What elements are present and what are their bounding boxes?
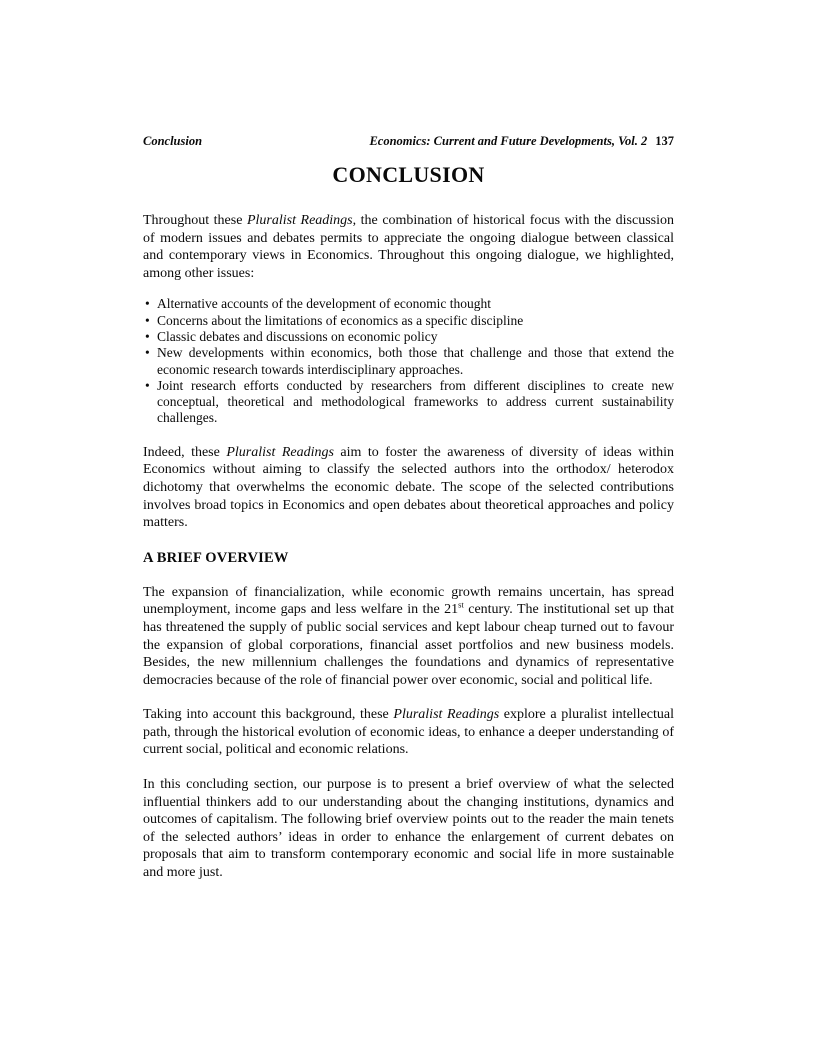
list-item (143, 378, 674, 427)
text-run: explore a pluralist intellectual path, through the historical evolution of economic ideas, to enhance a deeper understanding of current social, political and economic relations. (143, 707, 674, 758)
superscript-ordinal: st (458, 599, 464, 610)
bullet-icon: • (145, 345, 150, 361)
text-run: Throughout these (143, 213, 247, 228)
list-item-text: Alternative accounts of the development of economic thought (157, 296, 492, 312)
running-header (143, 134, 674, 148)
list-item (143, 313, 674, 329)
paragraph-indeed (143, 444, 674, 532)
text-run: Taking into account this background, these (143, 707, 394, 723)
text-run: The expansion of financialization, while economic growth remains uncertain, has spread unemployment, income gaps and less welfare in the 21 (143, 584, 674, 618)
list-item (143, 296, 674, 312)
running-header-book-title (369, 134, 674, 148)
italic-text-run: Pluralist Readings (226, 444, 334, 460)
list-item-text: Concerns about the limitations of economics as a specific discipline (157, 312, 524, 328)
highlights-list (143, 296, 674, 426)
paragraph-concluding: In this concluding section, our purpose is to present a brief overview of what the selected influential thinkers add to our understanding about the changing institutions, dynamics and outcomes of capitalism. The following brief overview points out to the reader the main tenets of the selected authors’ ideas in order to enhance the enlargement of current debates on proposals that aim to transform contemporary economic and social life in more sustainable and more just. (143, 777, 674, 881)
list-item (143, 329, 674, 345)
italic-text-run: Pluralist Readings (393, 707, 500, 723)
book-title-text: Economics: Current and Future Developments, Vol. 2 (369, 134, 648, 148)
list-item-text: New developments within economics, both those that challenge and those that extend the economic research towards interdisciplinary approaches. (157, 345, 674, 377)
text-run: century. The institutional set up that has threatened the supply of public social services and kept labour cheap turned out to favour the expansion of global corporations, financial asset portfolios and new business models. Besides, the new millennium challenges the foundations and dynamics of representative democracies because of the role of financial power over economic, social and political life. (143, 602, 674, 688)
bullet-icon: • (145, 377, 150, 393)
bullet-icon: • (145, 328, 150, 344)
paragraph-background (143, 706, 674, 759)
text-run: Indeed, these (143, 444, 227, 460)
text-run: , the combination of historical focus with the discussion of modern issues and debates permits to appreciate the ongoing dialogue between classical and contemporary views in Economics. Throughout this ongoing dialogue, we highlighted, among other issues: (143, 213, 674, 281)
bullet-icon: • (145, 296, 150, 312)
italic-text-run: Pluralist Readings (246, 213, 353, 228)
paragraph-overview (143, 584, 674, 690)
section-heading: A BRIEF OVERVIEW (143, 549, 289, 566)
bullet-icon: • (145, 312, 150, 328)
list-item-text: Joint research efforts conducted by researchers from different disciplines to create new conceptual, theoretical and methodological frameworks to address current sustainability challenges. (157, 377, 674, 426)
page-number: 137 (655, 134, 674, 148)
list-item-text: Classic debates and discussions on economic policy (157, 328, 438, 344)
text-run: aim to foster the awareness of diversity of ideas within Economics without aiming to classify the selected authors into the orthodox/ heterodox dichotomy that overwhelms the economic debate. The scope of the selected contributions involves broad topics in Economics and open debates about theoretical approaches and policy matters. (143, 444, 674, 531)
paragraph-intro (143, 212, 674, 282)
list-item (143, 345, 674, 378)
chapter-title: CONCLUSION (332, 162, 485, 187)
running-header-chapter: Conclusion (143, 134, 203, 148)
